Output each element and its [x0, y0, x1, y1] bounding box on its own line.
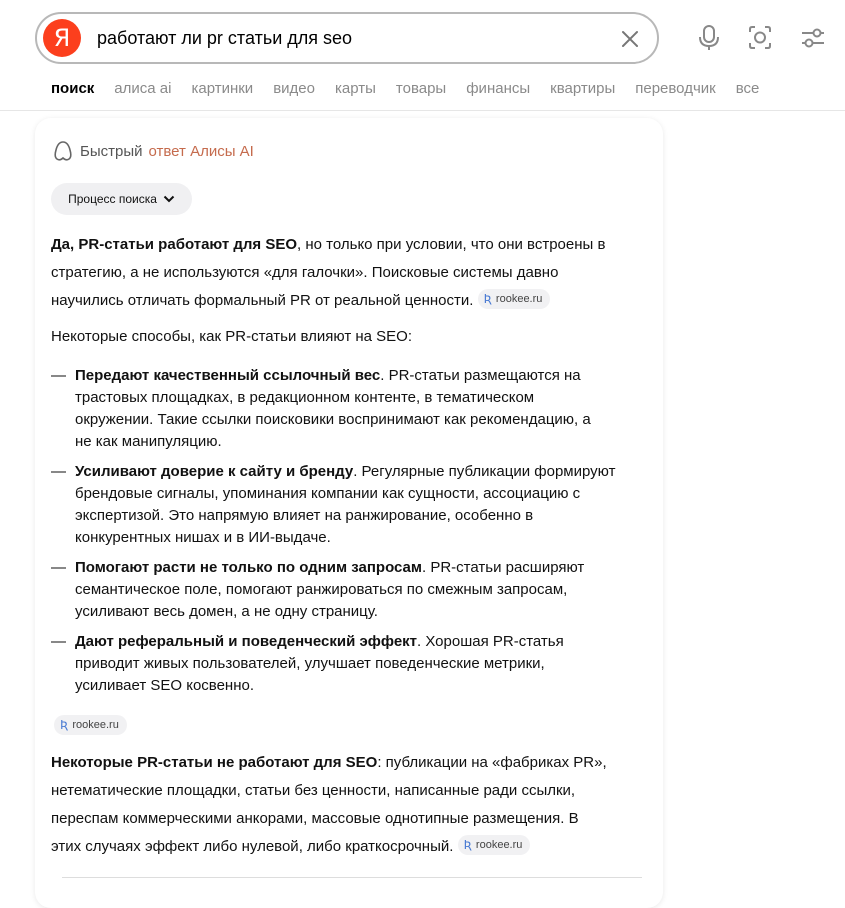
search-input[interactable]: работают ли pr статьи для seo	[97, 28, 353, 48]
quick-answer-header	[52, 140, 254, 162]
intro-line-2: стратегию, а не используются «для галочки». Поисковые системы давно	[51, 264, 559, 281]
alice-answer-label[interactable]: ответ Алисы AI	[148, 142, 254, 160]
neg-bold: Некоторые PR-статьи не работают для SEO	[51, 754, 378, 771]
source-chip[interactable]: Ʀ rookee.ru	[478, 289, 551, 309]
divider	[62, 877, 642, 878]
source-chip[interactable]: Ʀ rookee.ru	[458, 835, 531, 855]
tab-images[interactable]: картинки	[191, 80, 254, 97]
tab-alice[interactable]: алиса ai	[114, 80, 172, 97]
neg-line-4: этих случаях эффект либо нулевой, либо краткосрочный. Ʀ rookee.ru	[51, 833, 530, 861]
neg-line-3: переспам коммерческими анкорами, массовые однотипные размещения. В	[51, 810, 579, 827]
rookee-favicon-icon: Ʀ	[463, 838, 472, 852]
tab-maps[interactable]: карты	[335, 80, 376, 97]
quick-answer-label: Быстрый	[80, 142, 143, 160]
search-process-label: Процесс поиска	[68, 192, 157, 206]
alice-icon	[52, 140, 74, 162]
neg-line-2: нетематические площадки, статьи без ценности, написанные ради ссылки,	[51, 782, 576, 799]
yandex-logo[interactable]: Я	[43, 19, 81, 57]
intro-line-1: Да, PR-статьи работают для SEO, но только при условии, что они встроены в	[51, 236, 606, 253]
tab-finance[interactable]: финансы	[466, 80, 531, 97]
rookee-favicon-icon: Ʀ	[60, 718, 69, 732]
tab-search[interactable]: поиск	[51, 80, 95, 97]
intro-bold: Да, PR-статьи работают для SEO	[51, 236, 298, 253]
neg-line-1: Некоторые PR-статьи не работают для SEO: публикации на «фабриках PR»,	[51, 754, 607, 771]
microphone-icon[interactable]	[696, 24, 722, 52]
search-tabs	[51, 80, 759, 100]
close-icon[interactable]	[620, 29, 640, 49]
camera-search-icon[interactable]	[747, 24, 773, 52]
search-process-button[interactable]	[51, 183, 192, 215]
tab-translator[interactable]: переводчик	[635, 80, 716, 97]
filter-settings-icon[interactable]	[800, 24, 826, 52]
ways-title: Некоторые способы, как PR-статьи влияют на SEO:	[51, 328, 412, 345]
header-divider	[0, 110, 845, 111]
tab-video[interactable]: видео	[273, 80, 315, 97]
source-chip[interactable]: Ʀ rookee.ru	[54, 715, 127, 735]
tab-products[interactable]: товары	[395, 80, 447, 97]
tab-all[interactable]: все	[735, 80, 760, 97]
search-box[interactable]	[35, 12, 659, 64]
rookee-favicon-icon: Ʀ	[483, 292, 492, 306]
intro-line-3: научились отличать формальный PR от реальной ценности. Ʀ rookee.ru	[51, 287, 550, 315]
source-row	[54, 713, 127, 741]
chevron-down-icon	[163, 195, 175, 203]
tab-realty[interactable]: квартиры	[550, 80, 616, 97]
